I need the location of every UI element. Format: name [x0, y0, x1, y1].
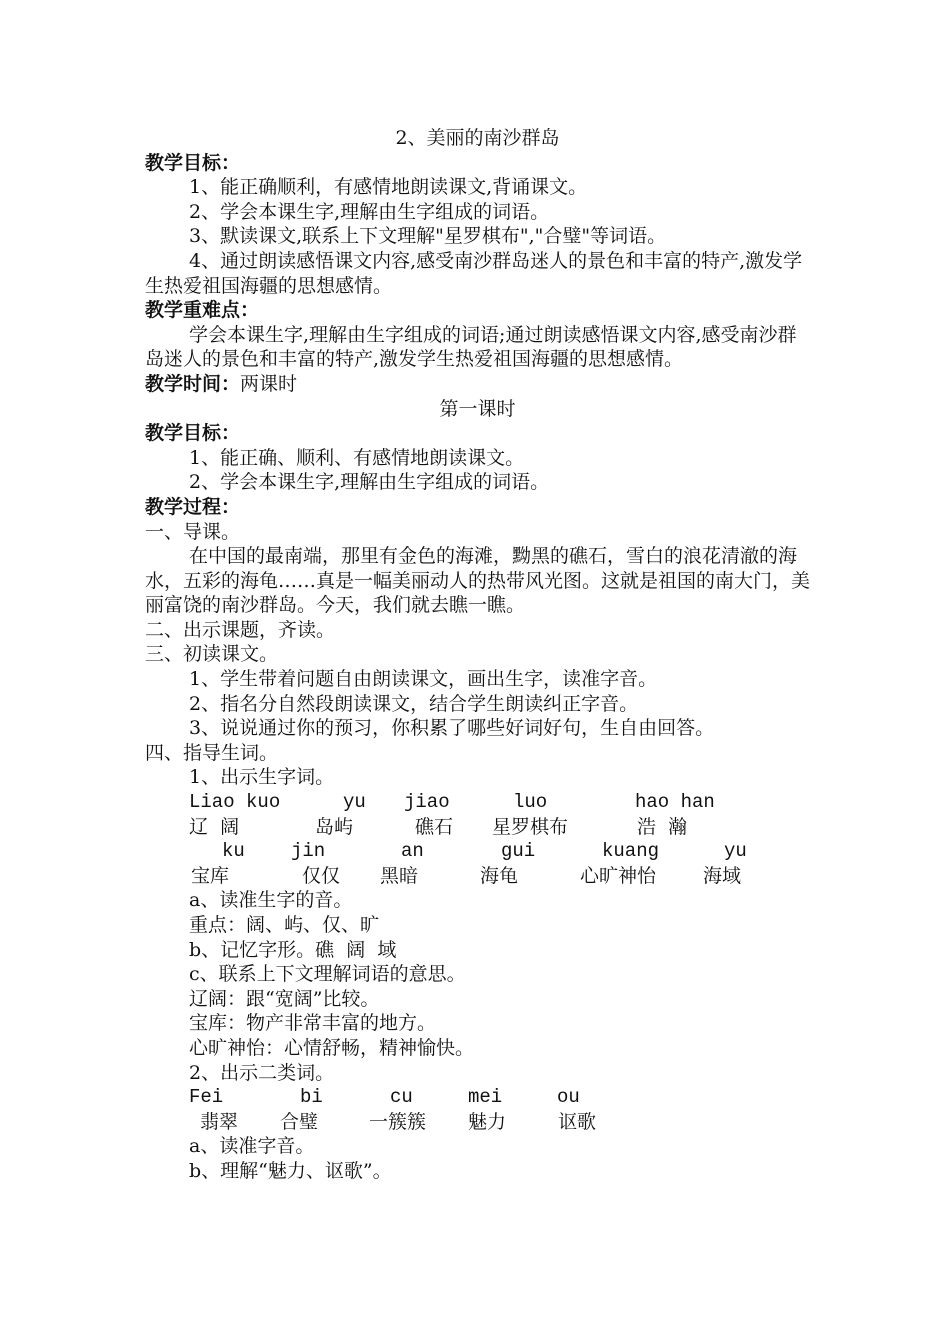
goals-heading: 教学目标：	[145, 151, 241, 174]
vocab-row	[145, 1110, 810, 1135]
section-heading: 四、指导生词。	[145, 741, 279, 764]
pinyin: bi	[300, 1086, 323, 1109]
lesson-goals-heading: 教学目标：	[145, 422, 241, 445]
pinyin-row	[145, 1085, 810, 1110]
step-item: 重点：阔、屿、仅、旷	[189, 914, 380, 936]
pinyin: cu	[390, 1086, 413, 1109]
section-item: 1、学生带着问题自由朗读课文，画出生字，读准字音。	[189, 668, 658, 691]
vocab-word: 海域	[703, 864, 742, 887]
vocab-word: 岛屿	[315, 815, 354, 838]
step-item: 辽阔：跟“宽阔”比较。	[189, 987, 380, 1010]
step-item: a、读准生字的音。	[189, 889, 353, 912]
lesson-title: 第一课时	[439, 397, 516, 420]
section-item: 2、出示二类词。	[189, 1061, 335, 1084]
teaching-time	[145, 372, 810, 397]
pinyin: ku	[222, 840, 245, 863]
pinyin: an	[401, 840, 424, 863]
step-item: b、记忆字形。礁 阔 域	[189, 938, 397, 961]
document-page	[145, 126, 810, 1184]
vocab-word: 翡翠	[200, 1110, 239, 1133]
teaching-time-value: 两课时	[240, 372, 298, 395]
pinyin: mei	[468, 1086, 503, 1109]
pinyin: jiao	[404, 791, 450, 814]
vocab-row	[145, 815, 810, 840]
vocab-word: 辽 阔	[189, 815, 240, 838]
vocab-word: 仅仅	[302, 864, 341, 887]
intro-paragraph: 在中国的最南端，那里有金色的海滩，黝黑的礁石，雪白的浪花清澈的海水，五彩的海龟……真是一幅美丽动人的热带风光图。这就是祖国的南大门，美丽富饶的南沙群岛。今天，我们就去瞧一瞧。	[145, 545, 811, 617]
pinyin: ou	[557, 1086, 580, 1109]
step-item: c、联系上下文理解词语的意思。	[189, 963, 466, 986]
vocab-word: 魅力	[468, 1110, 507, 1133]
step-item: 宝库：物产非常丰富的地方。	[189, 1012, 437, 1035]
vocab-word: 讴歌	[558, 1110, 597, 1133]
vocab-word: 浩 瀚	[637, 815, 688, 838]
pinyin: gui	[501, 840, 536, 863]
lesson-goal-item: 2、学会本课生字,理解由生字组成的词语。	[189, 471, 550, 494]
vocab-word: 心旷神怡	[580, 864, 657, 887]
vocab-row	[145, 864, 810, 889]
vocab-word: 礁石	[415, 815, 454, 838]
pinyin-row	[145, 839, 810, 864]
pinyin: yu	[343, 791, 366, 814]
pinyin-row	[145, 790, 810, 815]
pinyin: jin	[291, 840, 326, 863]
section-item: 3、说说通过你的预习，你积累了哪些好词好句，生自由回答。	[189, 717, 715, 740]
vocab-word: 合璧	[280, 1110, 319, 1133]
vocab-word: 一簇簇	[369, 1110, 427, 1133]
section-heading: 二、出示课题，齐读。	[145, 618, 336, 641]
vocab-word: 星罗棋布	[492, 815, 569, 838]
teaching-time-label: 教学时间：	[145, 372, 241, 395]
key-points-text: 学会本课生字,理解由生字组成的词语;通过朗读感悟课文内容,感受南沙群岛迷人的景色和丰富的特产,激发学生热爱祖国海疆的思想感情。	[145, 323, 797, 371]
page-title: 2、美丽的南沙群岛	[395, 127, 560, 149]
step-item: 心旷神怡：心情舒畅，精神愉快。	[189, 1036, 475, 1059]
goal-item: 1、能正确顺利，有感情地朗读课文,背诵课文。	[189, 176, 588, 199]
section-heading: 三、初读课文。	[145, 643, 279, 666]
pinyin: luo	[513, 791, 548, 814]
section-item: 1、出示生字词。	[189, 766, 335, 789]
pinyin: yu	[724, 840, 747, 863]
step-item: a、读准字音。	[189, 1135, 315, 1158]
pinyin: Fei	[189, 1086, 224, 1109]
vocab-word: 宝库	[191, 864, 230, 887]
goal-item: 3、默读课文,联系上下文理解"星罗棋布","合璧"等词语。	[189, 225, 667, 248]
lesson-goal-item: 1、能正确、顺利、有感情地朗读课文。	[189, 446, 525, 469]
vocab-word: 海龟	[480, 864, 519, 887]
section-heading: 一、导课。	[145, 520, 241, 543]
goal-item: 4、通过朗读感悟课文内容,感受南沙群岛迷人的景色和丰富的特产,激发学生热爱祖国海疆的思想感情。	[145, 249, 803, 297]
step-item: b、理解“魅力、讴歌”。	[189, 1159, 392, 1182]
key-points-heading: 教学重难点：	[145, 299, 260, 322]
process-heading: 教学过程：	[145, 495, 241, 518]
pinyin: kuang	[602, 840, 660, 863]
vocab-word: 黑暗	[380, 864, 419, 887]
pinyin: Liao kuo	[189, 791, 281, 814]
section-item: 2、指名分自然段朗读课文，结合学生朗读纠正字音。	[189, 692, 639, 715]
goal-item: 2、学会本课生字,理解由生字组成的词语。	[189, 200, 550, 223]
pinyin: hao han	[635, 791, 715, 814]
